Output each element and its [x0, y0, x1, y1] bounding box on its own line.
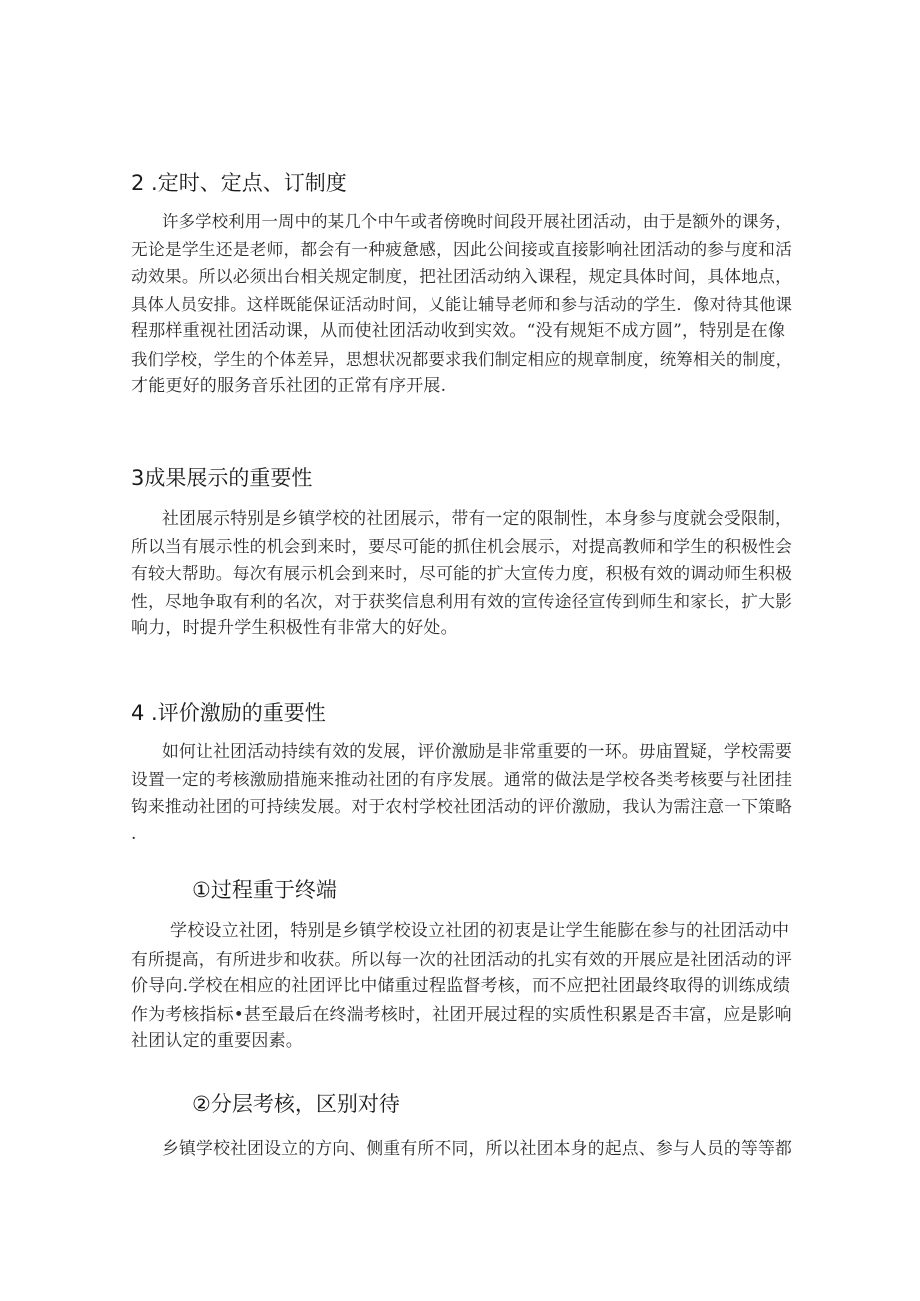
paragraph-line: 学校设立社团，特别是乡镇学校设立社团的初衷是让学生能膨在参与的社团活动中 — [170, 921, 790, 941]
paragraph-line: 有较大帮助。每次有展示机会到来时，尽可能的扩大宣传力度，积极有效的调动师生积极 — [131, 563, 793, 583]
section-paragraph-3 — [131, 505, 792, 643]
paragraph-line: 社团认定的重要因素。 — [131, 1031, 303, 1051]
paragraph-line: 才能更好的服务音乐社团的正常有序开展. — [131, 376, 447, 396]
paragraph-line: 如何让社团活动持续有效的发展，评价激励是非常重要的一环。毋庙置疑，学校需要 — [162, 741, 793, 761]
section-heading-4: 4 .评价激励的重要性 — [131, 701, 326, 725]
section-paragraph-4 — [131, 738, 792, 848]
subsection-paragraph-1 — [131, 918, 792, 1056]
paragraph-line: 有所提高，有所进步和收获。所以每一次的社团活动的扎实有效的开展应是社团活动的评 — [131, 948, 793, 969]
paragraph-line: 价导向.学校在相应的社团评比中储重过程监督考核，而不应把社团最终取得的训练成绩 — [131, 976, 791, 996]
paragraph-line: 动效果。所以必须出台相关规定制度，把社团活动纳入课程，规定具体时间，具体地点， — [131, 266, 793, 286]
subsection-heading-2: ②分层考核，区别对待 — [192, 1092, 400, 1116]
paragraph-line: 性，尽地争取有利的名次，对于获奖信息利用有效的宣传途径宣传到师生和家长，扩大影 — [131, 590, 793, 611]
subsection-heading-1: ①过程重于终端 — [192, 878, 337, 902]
paragraph-line: 具体人员安排。这样既能保证活动时间，乂能让辅导老师和参与活动的学生．像对待其他课 — [131, 294, 793, 314]
paragraph-line: 所以当有展示性的机会到来时，要尽可能的抓住机会展示，对提高教师和学生的积极性会 — [131, 535, 793, 556]
paragraph-line: 社团展示特别是乡镇学校的社团展示，带有一定的限制性，本身参与度就会受限制， — [162, 508, 793, 528]
paragraph-line: 乡镇学校社团设立的方向、侧重有所不同，所以社团本身的起点、参与人员的等等都 — [162, 1138, 793, 1158]
paragraph-line: 钩来推动社团的可持续发展。对于农村学校社团活动的评价激励，我认为需注意一下策略 — [131, 796, 793, 816]
section-heading-2: 2 .定时、定点、订制度 — [131, 171, 347, 195]
section-paragraph-2 — [131, 208, 792, 401]
paragraph-line: 无论是学生还是老师，都会有一种疲惫感，因此公间接或直接影响社团活动的参与度和活 — [131, 238, 793, 259]
section-heading-3: 3成果展示的重要性 — [131, 466, 313, 490]
paragraph-line: 程那样重视社团活动课，从而使社团活动收到实效。“没有规矩不成方圆”，特别是在像 — [131, 321, 786, 341]
subsection-paragraph-2 — [131, 1135, 792, 1163]
paragraph-line: . — [131, 823, 137, 844]
paragraph-line: 作为考核指标•甚至最后在终湍考核时，社团开展过程的实质性积累是否丰富，应是影响 — [131, 1003, 792, 1024]
paragraph-line: 许多学校利用一周中的某几个中午或者傍晚时间段开展社团活动，由于是额外的课务， — [162, 212, 792, 231]
paragraph-line: 设置一定的考核激励措施来推动社团的有序发展。通常的做法是学校各类考核要与社团挂 — [131, 768, 793, 789]
paragraph-line: 响力，时提升学生积极性有非常大的好处。 — [131, 618, 458, 638]
paragraph-line: 我们学校，学生的个体差异，思想状况都要求我们制定相应的规章制度，统筹相关的制度， — [131, 349, 793, 369]
